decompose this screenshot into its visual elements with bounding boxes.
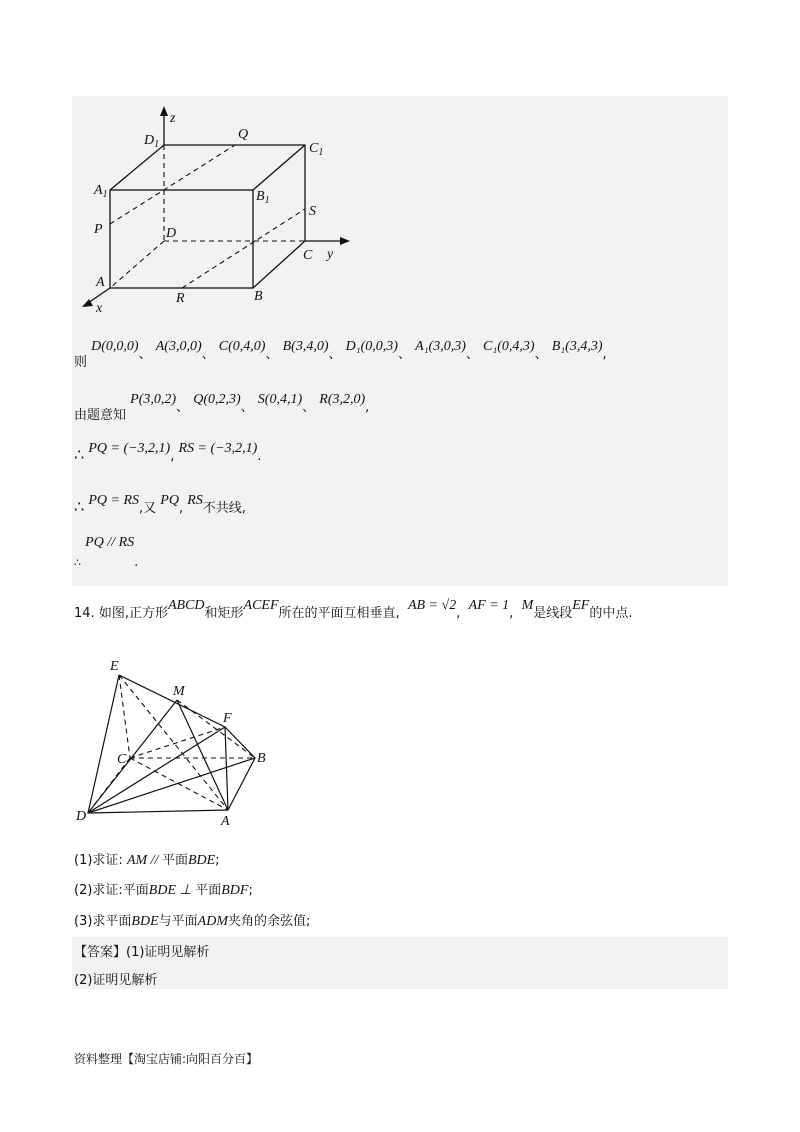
fig2-label-d: D	[76, 809, 87, 824]
fig2-label-m: M	[173, 684, 185, 699]
label-d: D	[166, 226, 177, 241]
fig2-label-f: F	[223, 711, 232, 726]
label-c: C	[303, 248, 313, 263]
fig2-label-b: B	[257, 751, 266, 766]
vector-line: ∴ PQ = (−3,2,1), RS = (−3,2,1).	[74, 441, 262, 464]
label-q: Q	[238, 127, 249, 142]
label-c1: $C_1$	[309, 141, 324, 158]
solid-figure	[70, 655, 280, 830]
fig2-label-a: A	[221, 814, 230, 829]
label-r: R	[176, 291, 185, 306]
question-2: (2)求证:平面BDE ⊥ 平面BDF;	[74, 883, 253, 898]
front-face	[110, 190, 253, 288]
coordinates-line: 则 D(0,0,0)、 A(3,0,0)、 C(0,4,0)、 B(3,4,0)、 D₁(0,0,3)、 A₁(3,0,3)、 C₁(0,4,3)、 B₁(3,4,3),	[74, 339, 607, 370]
label-a: A	[96, 275, 105, 290]
fig2-label-c: C	[117, 752, 127, 767]
label-x: x	[96, 301, 103, 315]
answer-1: 【答案】(1)证明见解析	[74, 945, 210, 960]
equal-vector-line: ∴ PQ = RS,又 PQ, RS不共线,	[74, 493, 246, 516]
outline	[88, 675, 255, 813]
label-b1: $B_1$	[256, 189, 270, 206]
problem-14-statement: 14. 如图,正方形ABCD和矩形ACEF所在的平面互相垂直, AB = √2, AF = 1, M是线段EF的中点.	[74, 598, 633, 621]
question-1: (1)求证: AM // 平面BDE;	[74, 853, 220, 868]
label-z: z	[170, 111, 176, 126]
conclusion-line: $_\therefore$ PQ // RS.	[74, 535, 139, 570]
label-s: S	[309, 204, 316, 219]
answer-2: (2)证明见解析	[74, 973, 158, 988]
label-y: y	[327, 247, 334, 262]
question-3: (3)求平面BDE与平面ADM夹角的余弦值;	[74, 914, 311, 929]
label-a1: $A_1$	[94, 183, 108, 200]
segment-rs	[182, 209, 305, 288]
label-d1: $D_1$	[144, 133, 160, 150]
footer-text: 资料整理【淘宝店铺:向阳百分百】	[74, 1052, 259, 1066]
back-edges	[110, 145, 305, 288]
label-p: P	[94, 222, 103, 237]
segment-pq	[110, 145, 235, 224]
label-b: B	[254, 289, 263, 304]
hidden-edge-da	[110, 241, 164, 288]
cuboid-figure	[72, 100, 362, 315]
fig2-label-e: E	[110, 659, 119, 674]
given-points-line: 由题意知 P(3,0,2)、 Q(0,2,3)、 S(0,4,1)、 R(3,2,0),	[74, 392, 370, 423]
